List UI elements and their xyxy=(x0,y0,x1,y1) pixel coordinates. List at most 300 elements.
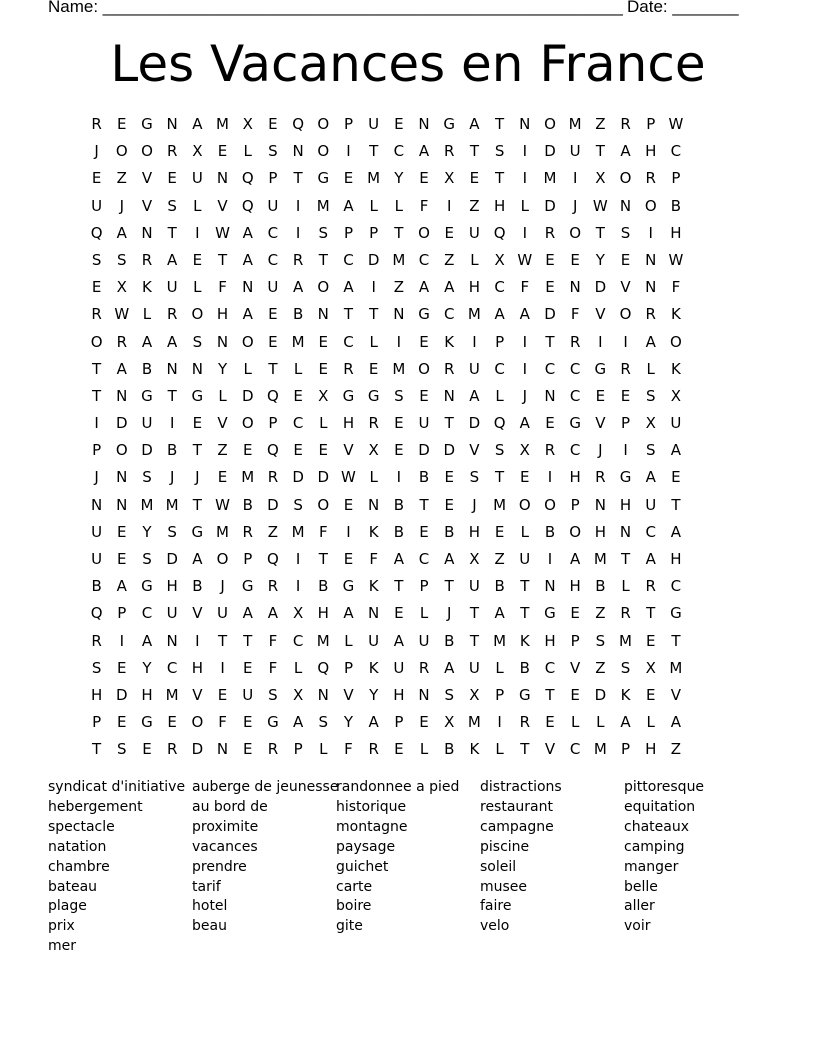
grid-letter: W xyxy=(114,305,130,324)
grid-letter: Y xyxy=(142,522,152,541)
grid-letter: E xyxy=(268,305,278,324)
grid-row xyxy=(84,223,689,250)
grid-letter: E xyxy=(343,550,354,568)
grid-letter: E xyxy=(117,713,127,732)
grid-letter: U xyxy=(468,223,480,242)
grid-letter: M xyxy=(619,631,632,650)
grid-letter: B xyxy=(595,577,606,596)
grid-letter: B xyxy=(393,522,404,541)
grid-letter: R xyxy=(418,658,430,677)
grid-letter: G xyxy=(191,386,204,405)
grid-letter: E xyxy=(394,604,404,623)
word-bank-item: randonnee a pied xyxy=(336,779,460,795)
grid-letter: E xyxy=(444,468,454,487)
grid-letter: H xyxy=(569,577,581,596)
grid-letter: H xyxy=(670,223,682,242)
grid-letter: O xyxy=(115,142,128,161)
grid-letter: I xyxy=(572,169,578,188)
grid-letter: P xyxy=(92,713,102,732)
grid-letter: C xyxy=(267,250,279,269)
grid-letter: P xyxy=(419,577,429,596)
grid-letter: S xyxy=(645,441,656,460)
grid-letter: U xyxy=(368,631,380,650)
grid-letter: I xyxy=(472,332,477,351)
grid-letter: T xyxy=(167,386,177,405)
grid-letter: A xyxy=(116,359,127,378)
grid-letter: R xyxy=(645,169,656,188)
grid-letter: Y xyxy=(343,713,354,732)
grid-letter: C xyxy=(443,305,455,324)
grid-letter: I xyxy=(295,550,301,568)
grid-letter: R xyxy=(645,577,656,596)
grid-letter: J xyxy=(220,577,225,596)
grid-letter: R xyxy=(595,468,606,487)
word-bank-item: montagne xyxy=(336,818,408,835)
grid-letter: T xyxy=(369,142,379,161)
grid-letter: I xyxy=(623,332,628,351)
grid-letter: B xyxy=(292,305,304,324)
grid-letter: C xyxy=(418,550,430,568)
grid-row xyxy=(84,332,689,359)
grid-letter: L xyxy=(570,713,580,732)
grid-letter: T xyxy=(595,142,605,161)
grid-letter: L xyxy=(596,713,605,732)
grid-letter: S xyxy=(91,658,102,677)
grid-letter: S xyxy=(494,441,505,460)
grid-letter: G xyxy=(443,115,456,133)
grid-letter: O xyxy=(317,142,330,161)
grid-letter: G xyxy=(342,386,355,405)
grid-letter: W xyxy=(517,250,533,269)
grid-letter: J xyxy=(572,196,578,215)
grid-letter: E xyxy=(217,685,228,704)
grid-letter: T xyxy=(444,577,454,596)
grid-letter: X xyxy=(469,550,480,568)
grid-letter: P xyxy=(117,604,127,623)
grid-letter: X xyxy=(444,169,455,188)
grid-letter: S xyxy=(318,223,329,242)
grid-letter: A xyxy=(192,115,203,133)
word-bank-item: syndicat d'initiative xyxy=(48,779,186,795)
grid-letter: A xyxy=(116,223,127,242)
grid-letter: D xyxy=(292,468,304,487)
grid-letter: N xyxy=(393,305,405,324)
word-bank-item: chateaux xyxy=(624,818,689,835)
grid-letter: A xyxy=(519,305,530,324)
grid-letter: N xyxy=(242,278,254,297)
grid-letter: R xyxy=(267,468,279,487)
grid-letter: Y xyxy=(394,169,404,188)
grid-letter: T xyxy=(192,495,202,514)
grid-letter: O xyxy=(569,522,582,541)
grid-letter: B xyxy=(242,495,253,514)
grid-letter: U xyxy=(91,196,103,215)
grid-letter: Q xyxy=(493,414,506,433)
grid-letter: H xyxy=(619,495,632,514)
word-bank-item: voir xyxy=(624,918,651,935)
grid-letter: D xyxy=(116,414,128,433)
grid-letter: H xyxy=(468,278,481,297)
grid-letter: S xyxy=(117,740,127,759)
grid-letter: U xyxy=(468,359,480,378)
grid-letter: E xyxy=(545,278,555,297)
grid-letter: C xyxy=(494,359,505,378)
grid-letter: V xyxy=(343,685,354,704)
grid-letter: Y xyxy=(217,359,228,378)
grid-letter: S xyxy=(394,386,404,405)
grid-letter: I xyxy=(547,468,553,487)
grid-letter: A xyxy=(343,604,354,623)
word-bank-item: chambre xyxy=(48,858,110,875)
grid-letter: M xyxy=(140,495,154,514)
grid-letter: U xyxy=(267,278,279,297)
grid-letter: Z xyxy=(595,604,606,623)
grid-letter: E xyxy=(545,250,555,269)
grid-letter: G xyxy=(544,604,556,623)
grid-letter: M xyxy=(216,115,229,133)
grid-letter: B xyxy=(393,495,404,514)
grid-letter: E xyxy=(192,414,203,433)
word-bank-column xyxy=(48,778,192,957)
grid-letter: V xyxy=(192,685,203,704)
grid-letter: D xyxy=(594,685,607,704)
grid-letter: E xyxy=(545,713,555,732)
grid-letter: B xyxy=(670,196,682,215)
grid-letter: A xyxy=(645,550,656,568)
grid-letter: A xyxy=(192,550,203,568)
grid-letter: T xyxy=(469,604,479,623)
grid-row xyxy=(84,549,689,576)
grid-letter: Q xyxy=(90,223,103,242)
grid-letter: I xyxy=(396,468,402,487)
grid-letter: B xyxy=(91,577,102,596)
grid-row xyxy=(84,277,689,304)
grid-letter: U xyxy=(267,196,279,215)
grid-letter: N xyxy=(216,740,229,759)
grid-letter: V xyxy=(595,305,606,324)
grid-letter: L xyxy=(646,359,655,378)
grid-letter: Z xyxy=(595,115,606,133)
grid-letter: I xyxy=(547,550,553,568)
grid-letter: N xyxy=(443,386,455,405)
grid-letter: E xyxy=(167,169,177,188)
grid-letter: A xyxy=(167,332,178,351)
grid-letter: N xyxy=(116,386,128,405)
grid-letter: W xyxy=(215,495,230,514)
grid-letter: G xyxy=(141,386,153,405)
grid-row xyxy=(84,114,689,141)
grid-letter: T xyxy=(369,305,379,324)
grid-letter: X xyxy=(292,604,304,623)
word-bank-column xyxy=(480,778,624,957)
grid-letter: T xyxy=(92,740,102,759)
grid-letter: J xyxy=(472,495,477,514)
grid-letter: H xyxy=(317,604,329,623)
grid-letter: L xyxy=(319,414,328,433)
grid-letter: O xyxy=(518,495,531,514)
grid-letter: P xyxy=(92,441,102,460)
grid-letter: A xyxy=(343,196,354,215)
grid-row xyxy=(84,168,689,195)
grid-letter: I xyxy=(346,142,351,161)
grid-letter: E xyxy=(343,169,354,188)
grid-letter: R xyxy=(620,115,631,133)
grid-letter: D xyxy=(418,441,430,460)
grid-letter: G xyxy=(418,305,430,324)
grid-letter: H xyxy=(569,468,581,487)
grid-row xyxy=(84,495,689,522)
grid-letter: T xyxy=(595,223,605,242)
word-bank-item: vacances xyxy=(192,838,258,855)
grid-letter: X xyxy=(519,441,530,460)
grid-letter: O xyxy=(619,169,632,188)
grid-letter: W xyxy=(668,115,684,133)
word-search-grid xyxy=(84,114,689,767)
grid-letter: I xyxy=(195,631,200,650)
grid-letter: J xyxy=(598,441,603,460)
grid-letter: M xyxy=(392,359,406,378)
grid-row xyxy=(84,359,689,386)
grid-letter: A xyxy=(444,550,455,568)
grid-letter: N xyxy=(116,495,128,514)
grid-letter: T xyxy=(343,305,354,324)
grid-letter: C xyxy=(292,631,304,650)
grid-letter: R xyxy=(569,332,581,351)
grid-letter: S xyxy=(444,685,454,704)
grid-letter: L xyxy=(218,386,227,405)
word-bank-item: natation xyxy=(48,838,107,855)
grid-letter: A xyxy=(670,713,682,732)
grid-letter: A xyxy=(519,414,530,433)
grid-letter: Z xyxy=(393,278,404,297)
grid-letter: M xyxy=(467,305,481,324)
grid-letter: U xyxy=(368,115,380,133)
grid-letter: V xyxy=(620,278,631,297)
grid-letter: Z xyxy=(670,740,682,759)
grid-letter: A xyxy=(570,550,581,568)
grid-letter: O xyxy=(418,359,430,378)
grid-letter: N xyxy=(418,115,430,133)
grid-letter: H xyxy=(645,740,657,759)
grid-letter: N xyxy=(317,305,329,324)
grid-letter: N xyxy=(166,115,178,133)
grid-letter: S xyxy=(293,495,303,514)
grid-letter: G xyxy=(141,115,153,133)
grid-letter: T xyxy=(671,495,681,514)
grid-letter: B xyxy=(318,577,329,596)
grid-letter: D xyxy=(141,441,153,460)
grid-letter: N xyxy=(216,332,229,351)
grid-letter: N xyxy=(191,359,203,378)
grid-letter: E xyxy=(142,740,152,759)
grid-letter: Z xyxy=(494,550,505,568)
grid-letter: J xyxy=(94,142,99,161)
grid-letter: M xyxy=(165,495,179,514)
grid-letter: O xyxy=(569,223,582,242)
grid-letter: K xyxy=(670,359,681,378)
grid-letter: S xyxy=(142,468,152,487)
grid-letter: U xyxy=(141,414,153,433)
grid-letter: O xyxy=(90,332,103,351)
grid-letter: G xyxy=(619,468,632,487)
grid-letter: O xyxy=(141,142,153,161)
grid-letter: A xyxy=(645,332,656,351)
grid-letter: M xyxy=(165,685,179,704)
grid-letter: M xyxy=(593,550,607,568)
grid-letter: U xyxy=(393,658,405,677)
grid-letter: P xyxy=(495,332,505,351)
grid-letter: O xyxy=(670,332,682,351)
grid-letter: X xyxy=(116,278,127,297)
grid-letter: E xyxy=(117,115,127,133)
grid-letter: D xyxy=(166,550,178,568)
word-bank-item: spectacle xyxy=(48,818,115,835)
grid-letter: T xyxy=(520,577,530,596)
grid-letter: S xyxy=(91,250,102,269)
grid-letter: J xyxy=(522,386,527,405)
grid-letter: P xyxy=(343,658,353,677)
grid-row xyxy=(84,386,689,413)
grid-row xyxy=(84,413,689,440)
grid-letter: T xyxy=(545,332,555,351)
grid-letter: F xyxy=(344,740,353,759)
grid-letter: L xyxy=(142,305,152,324)
grid-letter: A xyxy=(418,142,430,161)
grid-letter: D xyxy=(594,278,607,297)
grid-letter: G xyxy=(141,713,153,732)
word-bank xyxy=(48,778,768,957)
grid-letter: X xyxy=(318,386,329,405)
grid-letter: I xyxy=(522,359,527,378)
grid-row xyxy=(84,250,689,277)
grid-letter: W xyxy=(341,468,356,487)
grid-letter: D xyxy=(241,386,254,405)
grid-letter: B xyxy=(444,740,455,759)
word-bank-column xyxy=(336,778,480,957)
grid-letter: E xyxy=(117,550,127,568)
grid-letter: T xyxy=(620,550,631,568)
word-bank-item: guichet xyxy=(336,858,389,875)
grid-letter: Y xyxy=(369,685,379,704)
grid-letter: H xyxy=(493,196,506,215)
grid-letter: N xyxy=(619,522,632,541)
word-bank-column xyxy=(192,778,339,957)
grid-letter: C xyxy=(292,414,304,433)
grid-letter: D xyxy=(468,414,481,433)
grid-letter: S xyxy=(142,550,152,568)
grid-letter: E xyxy=(419,522,429,541)
grid-letter: B xyxy=(444,631,455,650)
grid-letter: P xyxy=(394,713,404,732)
grid-letter: O xyxy=(544,115,556,133)
grid-letter: P xyxy=(646,115,656,133)
word-bank-item: camping xyxy=(624,838,685,855)
date-field-label: Date: _______ xyxy=(627,0,739,16)
grid-letter: G xyxy=(141,577,153,596)
grid-letter: R xyxy=(368,740,379,759)
grid-letter: A xyxy=(645,468,656,487)
grid-letter: I xyxy=(371,278,376,297)
grid-letter: L xyxy=(293,658,303,677)
grid-letter: R xyxy=(141,250,153,269)
grid-letter: C xyxy=(393,142,405,161)
grid-letter: W xyxy=(668,250,684,269)
grid-row xyxy=(84,141,689,168)
page-title: Les Vacances en France xyxy=(110,35,706,93)
grid-letter: E xyxy=(318,359,329,378)
grid-letter: P xyxy=(671,169,681,188)
grid-letter: X xyxy=(645,414,656,433)
grid-letter: T xyxy=(545,685,555,704)
grid-letter: X xyxy=(192,142,203,161)
grid-letter: F xyxy=(369,550,378,568)
grid-letter: E xyxy=(671,468,681,487)
grid-letter: V xyxy=(217,196,228,215)
grid-letter: N xyxy=(544,577,556,596)
grid-letter: G xyxy=(267,713,279,732)
grid-letter: O xyxy=(619,305,632,324)
grid-letter: K xyxy=(519,631,530,650)
grid-letter: C xyxy=(494,278,505,297)
grid-letter: M xyxy=(593,740,607,759)
grid-letter: X xyxy=(494,250,505,269)
word-bank-item: au bord de xyxy=(192,798,268,815)
grid-letter: E xyxy=(419,386,429,405)
grid-letter: F xyxy=(419,196,429,215)
grid-letter: W xyxy=(592,196,608,215)
grid-letter: T xyxy=(444,414,454,433)
grid-letter: V xyxy=(343,441,354,460)
grid-letter: I xyxy=(648,223,653,242)
grid-letter: P xyxy=(243,550,253,568)
grid-letter: E xyxy=(620,386,631,405)
grid-letter: T xyxy=(495,169,505,188)
grid-letter: X xyxy=(595,169,606,188)
grid-letter: V xyxy=(570,658,581,677)
grid-letter: M xyxy=(568,115,582,133)
grid-letter: U xyxy=(645,495,657,514)
grid-letter: L xyxy=(369,332,378,351)
word-bank-item: aller xyxy=(624,898,655,915)
word-bank-item: faire xyxy=(480,898,512,915)
grid-letter: D xyxy=(544,142,556,161)
grid-letter: H xyxy=(594,522,606,541)
grid-letter: A xyxy=(242,223,253,242)
grid-letter: S xyxy=(645,386,656,405)
word-bank-item: prix xyxy=(48,918,75,935)
grid-letter: T xyxy=(167,223,177,242)
grid-letter: F xyxy=(671,278,681,297)
grid-letter: H xyxy=(90,685,103,704)
grid-letter: E xyxy=(444,223,454,242)
grid-letter: U xyxy=(217,604,229,623)
grid-letter: B xyxy=(141,359,153,378)
grid-letter: P xyxy=(570,495,580,514)
grid-letter: M xyxy=(467,713,481,732)
grid-letter: A xyxy=(393,631,404,650)
grid-letter: L xyxy=(646,713,655,732)
grid-letter: I xyxy=(119,631,124,650)
grid-letter: L xyxy=(319,740,328,759)
grid-letter: E xyxy=(293,386,303,405)
grid-letter: U xyxy=(468,577,480,596)
grid-letter: N xyxy=(292,142,304,161)
grid-letter: U xyxy=(91,550,103,568)
grid-letter: R xyxy=(544,223,556,242)
grid-letter: E xyxy=(318,441,329,460)
grid-letter: L xyxy=(470,250,479,269)
word-bank-item: gite xyxy=(336,918,363,935)
